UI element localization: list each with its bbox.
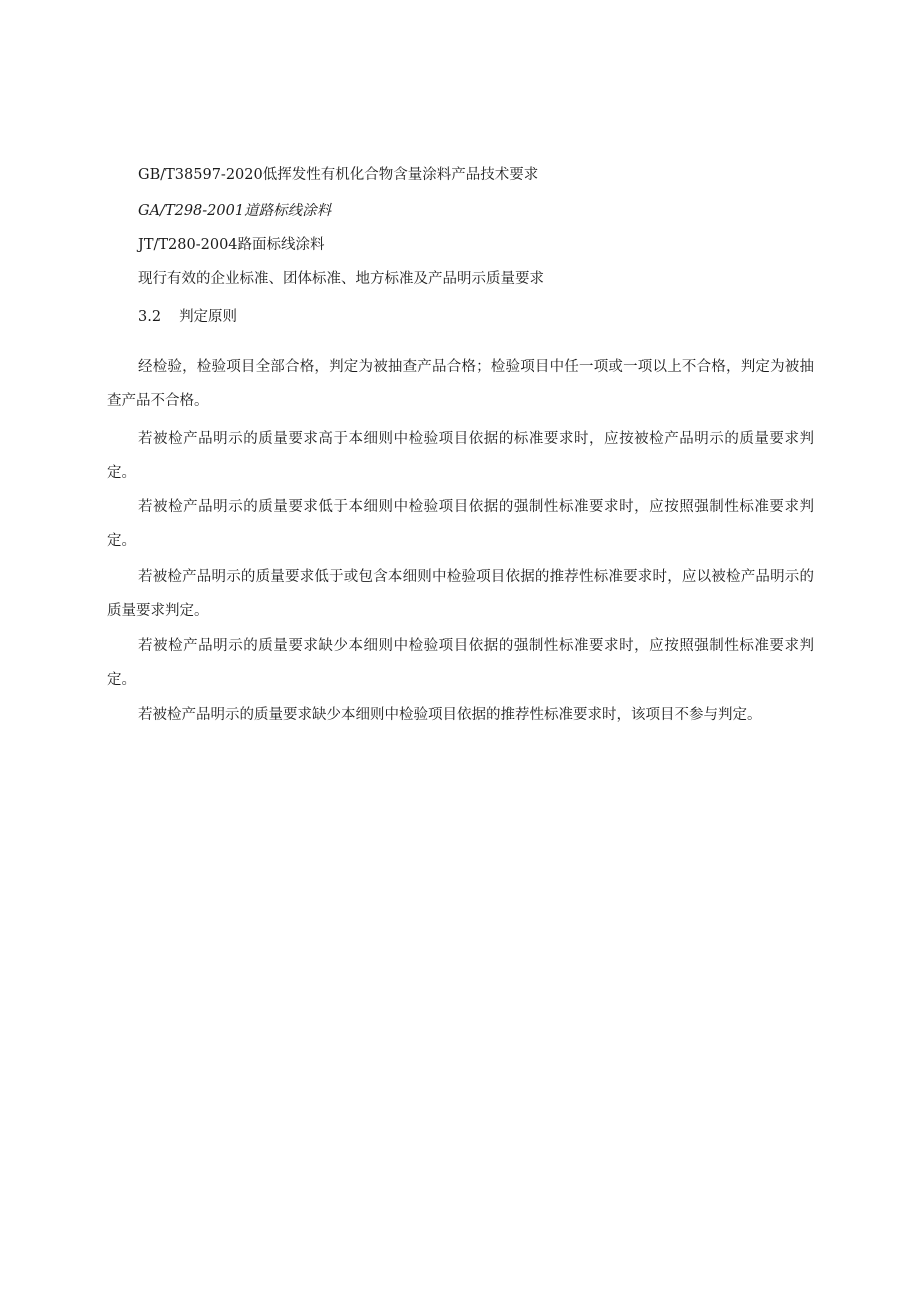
standard-item-1: GB/T38597-2020低挥发性有机化合物含量涂料产品技术要求 <box>138 167 539 183</box>
paragraph-2: 若被检产品明示的质量要求高于本细则中检验项目依据的标准要求时，应按被检产品明示的质量要求判定。 <box>107 431 814 481</box>
paragraph-5: 若被检产品明示的质量要求缺少本细则中检验项目依据的强制性标准要求时，应按照强制性标准要求判定。 <box>107 638 814 688</box>
section-heading <box>138 307 237 327</box>
paragraph-1: 经检验，检验项目全部合格，判定为被抽查产品合格；检验项目中任一项或一项以上不合格，判定为被抽查产品不合格。 <box>107 359 814 409</box>
paragraph-3: 若被检产品明示的质量要求低于本细则中检验项目依据的强制性标准要求时，应按照强制性标准要求判定。 <box>107 499 814 549</box>
paragraph-4: 若被检产品明示的质量要求低于或包含本细则中检验项目依据的推荐性标准要求时，应以被检产品明示的质量要求判定。 <box>107 569 814 619</box>
section-number: 3.2 <box>138 309 162 325</box>
section-title: 判定原则 <box>179 309 238 325</box>
paragraph-6: 若被检产品明示的质量要求缺少本细则中检验项目依据的推荐性标准要求时，该项目不参与判定。 <box>138 707 762 723</box>
standard-item-2: GA/T298-2001道路标线涂料 <box>138 203 332 219</box>
standard-item-3: JT/T280-2004路面标线涂料 <box>138 237 325 253</box>
standard-item-4: 现行有效的企业标准、团体标准、地方标准及产品明示质量要求 <box>138 271 544 287</box>
